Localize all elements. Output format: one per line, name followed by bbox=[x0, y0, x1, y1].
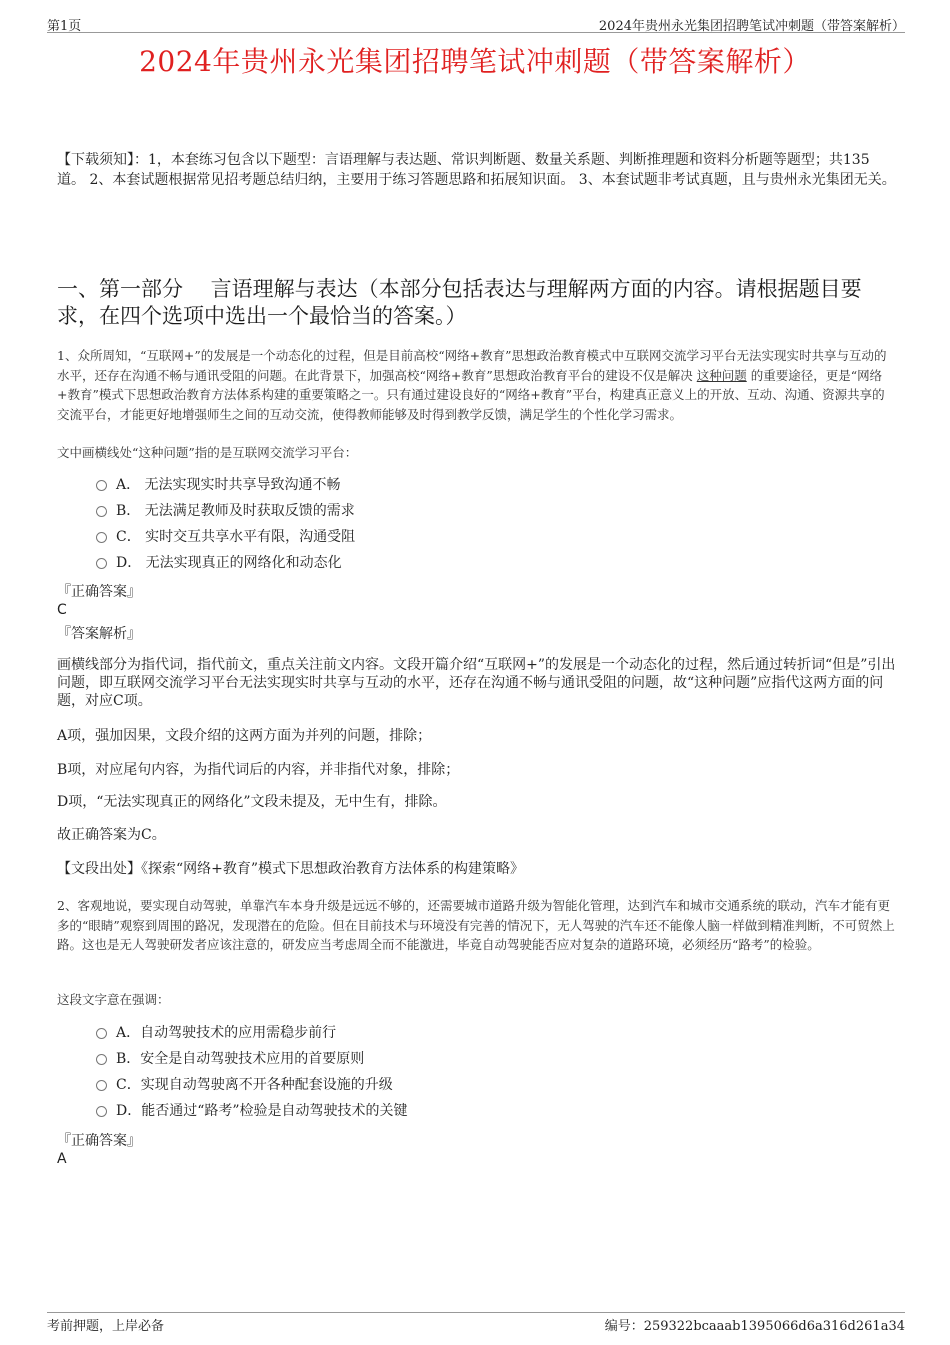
q2-answer-label: 『正确答案』 bbox=[57, 1133, 141, 1149]
download-notice: 【下载须知】：1，本套练习包含以下题型：言语理解与表达题、常识判断题、数量关系题、判断推理题和资料分析题等题型；共135道。 2、本套试题根据常见招考题总结归纳，主要用于练习答题思路和拓展知识面。 3、本套试题非考试真题，且与贵州永光集团无关。 bbox=[57, 152, 896, 188]
q1-option-c[interactable] bbox=[96, 527, 355, 547]
q2-option-b[interactable] bbox=[96, 1049, 364, 1069]
question-2-prompt: 这段文字意在强调： bbox=[57, 992, 170, 1007]
option-label: C．实现自动驾驶离不开各种配套设施的升级 bbox=[116, 1077, 393, 1093]
q1-analysis-d: D项，“无法实现真正的网络化”文段未提及，无中生有，排除。 bbox=[57, 794, 447, 810]
page-footer bbox=[47, 1312, 905, 1333]
q2-option-c[interactable] bbox=[96, 1075, 393, 1095]
radio-icon[interactable] bbox=[96, 1080, 107, 1091]
question-1-passage bbox=[57, 346, 897, 424]
option-label: C． 实时交互共享水平有限，沟通受阻 bbox=[116, 529, 356, 545]
q1-option-b[interactable] bbox=[96, 501, 355, 521]
q1-option-d[interactable] bbox=[96, 553, 342, 573]
q1-analysis-b: B项，对应尾句内容，为指代词后的内容，并非指代对象，排除； bbox=[57, 762, 460, 778]
radio-icon[interactable] bbox=[96, 480, 107, 491]
section-title: 一、第一部分 言语理解与表达（本部分包括表达与理解两方面的内容。请根据题目要求，在四个选项中选出一个最恰当的答案。） bbox=[57, 277, 862, 328]
option-label: D． 无法实现真正的网络化和动态化 bbox=[116, 555, 342, 571]
footer-serial: 编号：259322bcaaab1395066d6a316d261a34 bbox=[604, 1319, 905, 1334]
q1-analysis-label: 『答案解析』 bbox=[57, 626, 141, 642]
radio-icon[interactable] bbox=[96, 532, 107, 543]
option-label: D．能否通过“路考”检验是自动驾驶技术的关键 bbox=[116, 1103, 408, 1119]
option-label: B．安全是自动驾驶技术应用的首要原则 bbox=[116, 1051, 365, 1067]
q1-option-a[interactable] bbox=[96, 475, 341, 495]
option-label: A．自动驾驶技术的应用需稳步前行 bbox=[116, 1025, 337, 1041]
radio-icon[interactable] bbox=[96, 1106, 107, 1117]
q2-answer: A bbox=[57, 1151, 67, 1167]
question-2-passage: 2、客观地说，要实现自动驾驶，单靠汽车本身升级是远远不够的，还需要城市道路升级为智能化管理，达到汽车和城市交通系统的联动，汽车才能有更多的“眼睛”观察到周围的路况，发现潜在的危险。但在目前技术与环境没有完善的情况下，无人驾驶的汽车还不能像人脑一样做到精准判断，不可贸然上路。这也是无人驾驶研发者应该注意的，研发应当考虑周全而不能激进，毕竟自动驾驶能否应对复杂的道路环境，必须经历“路考”的检验。 bbox=[57, 898, 895, 952]
footer-slogan: 考前押题，上岸必备 bbox=[47, 1319, 165, 1334]
document-title: 2024年贵州永光集团招聘笔试冲刺题（带答案解析） bbox=[139, 45, 811, 78]
passage-text-after: 的重要途径，更是“网络+教育”模式下思想政治教育方法体系构建的重要策略之一。只有通过建设良好的“网络+教育”平台，构建真正意义上的开放、互动、沟通、资源共享的交流平台，才能更好地增强师生之间的互动交流，使得教师能够及时得到教学反馈，满足学生的个性化学习需求。 bbox=[57, 367, 885, 422]
passage-text-before: 1、众所周知，“互联网+”的发展是一个动态化的过程，但是目前高校“网络+教育”思想政治教育模式中互联网交流学习平台无法实现实时共享与互动的水平，还存在沟通不畅与通讯受阻的问题。在此背景下，加强高校“网络+教育”思想政治教育平台的建设不仅是解决 bbox=[57, 348, 887, 383]
underlined-phrase: 这种问题 bbox=[696, 367, 747, 383]
q1-source: 【文段出处】《探索“网络+教育”模式下思想政治教育方法体系的构建策略》 bbox=[57, 861, 525, 877]
radio-icon[interactable] bbox=[96, 1028, 107, 1039]
q1-answer: C bbox=[57, 602, 67, 618]
page-header bbox=[47, 14, 905, 33]
header-doc-title: 2024年贵州永光集团招聘笔试冲刺题（带答案解析） bbox=[598, 19, 905, 34]
q2-option-d[interactable] bbox=[96, 1101, 408, 1121]
radio-icon[interactable] bbox=[96, 1054, 107, 1065]
q1-analysis-a: A项，强加因果，文段介绍的这两方面为并列的问题，排除； bbox=[57, 728, 432, 744]
question-1-prompt: 文中画横线处“这种问题”指的是互联网交流学习平台： bbox=[57, 445, 358, 460]
q1-analysis-conclusion: 故正确答案为C。 bbox=[57, 827, 166, 843]
option-label: B． 无法满足教师及时获取反馈的需求 bbox=[116, 503, 355, 519]
option-label: A． 无法实现实时共享导致沟通不畅 bbox=[116, 477, 341, 493]
radio-icon[interactable] bbox=[96, 558, 107, 569]
page-number: 第1页 bbox=[47, 19, 82, 34]
q1-analysis-paragraph: 画横线部分为指代词，指代前文，重点关注前文内容。文段开篇介绍“互联网+”的发展是一个动态化的过程，然后通过转折词“但是”引出问题，即互联网交流学习平台无法实现实时共享与互动的水平，还存在沟通不畅与通讯受阻的问题，故“这种问题”应指代这两方面的问题，对应C项。 bbox=[57, 657, 896, 709]
q2-option-a[interactable] bbox=[96, 1023, 336, 1043]
radio-icon[interactable] bbox=[96, 506, 107, 517]
q1-answer-label: 『正确答案』 bbox=[57, 584, 141, 600]
